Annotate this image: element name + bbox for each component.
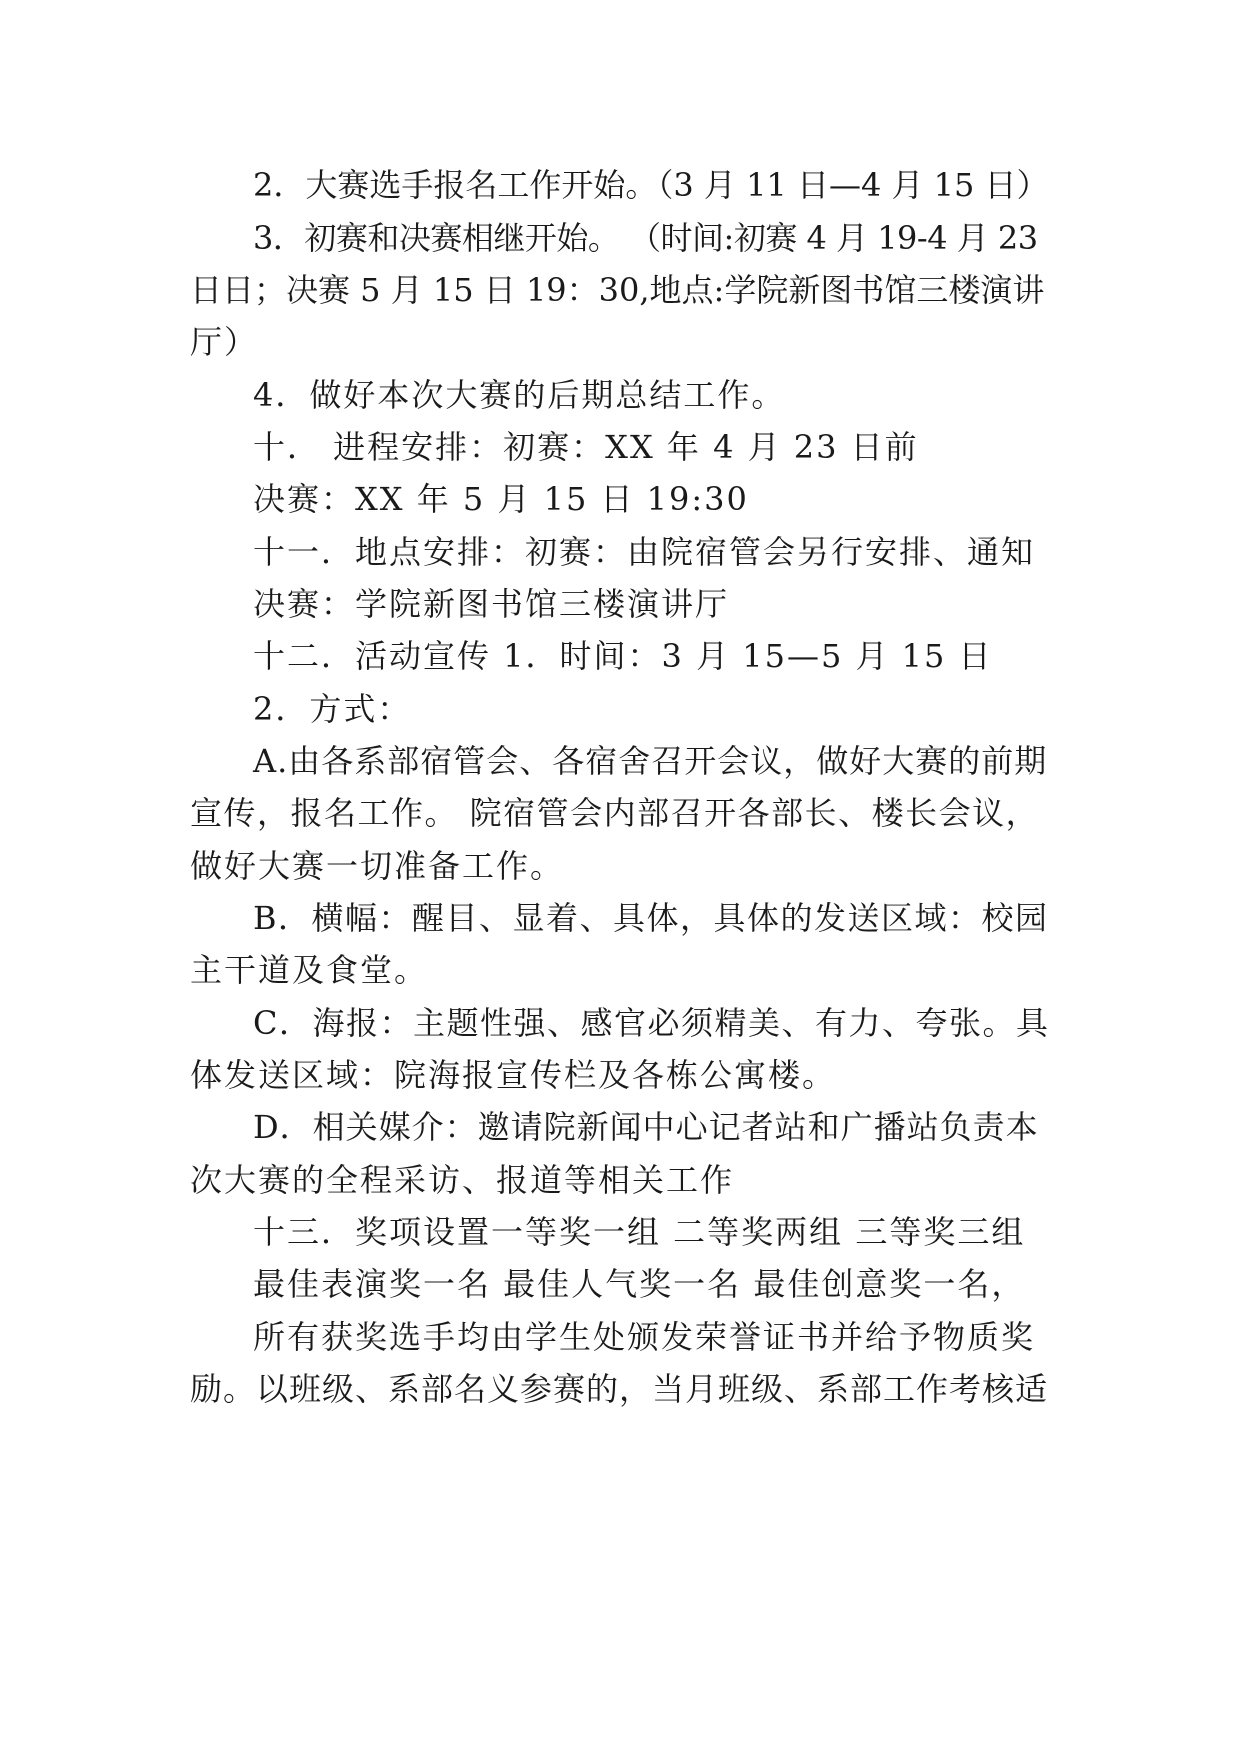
- paragraph-line: 做好大赛一切准备工作。: [190, 847, 565, 885]
- paragraph-line: 4．做好本次大赛的后期总结工作。: [253, 376, 786, 414]
- paragraph-line: 励。以班级、系部名义参赛的，当月班级、系部工作考核适: [190, 1370, 1049, 1408]
- paragraph-line: 决赛：XX 年 5 月 15 日 19:30: [253, 480, 749, 518]
- paragraph-line: 十一．地点安排：初赛：由院宿管会另行安排、通知: [253, 533, 1036, 571]
- paragraph-line: B．横幅：醒目、显着、具体，具体的发送区域：校园: [253, 899, 1049, 937]
- paragraph-line: 决赛：学院新图书馆三楼演讲厅: [253, 585, 730, 623]
- paragraph-line: 宣传，报名工作。 院宿管会内部召开各部长、楼长会议，: [190, 794, 1040, 832]
- paragraph-line: A.由各系部宿管会、各宿舍召开会议，做好大赛的前期: [253, 742, 1048, 780]
- paragraph-line: 主干道及食堂。: [190, 951, 429, 989]
- paragraph-line: 十． 进程安排：初赛：XX 年 4 月 23 日前: [253, 428, 919, 466]
- paragraph-line: C．海报：主题性强、感官必须精美、有力、夸张。具: [253, 1004, 1050, 1042]
- paragraph-line: 十二．活动宣传 1．时间：3 月 15—5 月 15 日: [253, 637, 993, 675]
- paragraph-line: 3．初赛和决赛相继开始。 （时间:初赛 4 月 19-4 月 23: [253, 219, 1038, 257]
- paragraph-line: 2．方式：: [253, 690, 412, 728]
- paragraph-line: 体发送区域：院海报宣传栏及各栋公寓楼。: [190, 1056, 837, 1094]
- paragraph-line: 次大赛的全程采访、报道等相关工作: [190, 1161, 735, 1199]
- paragraph-line: 十三．奖项设置一等奖一组 二等奖两组 三等奖三组: [253, 1213, 1026, 1251]
- paragraph-line: D．相关媒介：邀请院新闻中心记者站和广播站负责本: [253, 1108, 1039, 1146]
- paragraph-line: 2．大赛选手报名工作开始。（3 月 11 日—4 月 15 日）: [253, 166, 1049, 204]
- paragraph-line: 所有获奖选手均由学生处颁发荣誉证书并给予物质奖: [253, 1318, 1036, 1356]
- paragraph-line: 最佳表演奖一名 最佳人气奖一名 最佳创意奖一名，: [253, 1265, 1026, 1303]
- paragraph-line: 厅）: [190, 323, 259, 361]
- paragraph-line: 日日；决赛 5 月 15 日 19：30,地点:学院新图书馆三楼演讲: [190, 271, 1045, 309]
